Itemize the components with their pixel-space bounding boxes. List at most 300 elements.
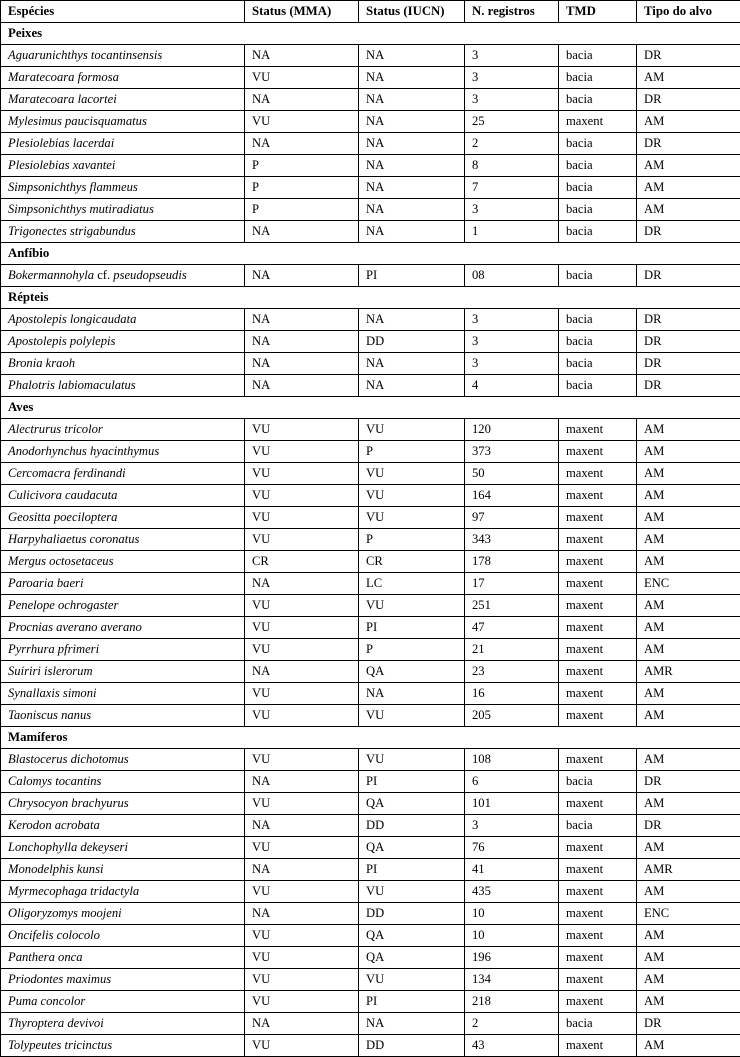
table-row — [1, 89, 740, 111]
cell-status-mma: NA — [245, 771, 359, 793]
cell-tipo-do-alvo: DR — [637, 45, 740, 67]
cell-status-iucn: VU — [359, 969, 465, 991]
cell-tmd: maxent — [559, 529, 637, 551]
cell-tipo-do-alvo: AM — [637, 705, 740, 727]
cell-tmd: maxent — [559, 639, 637, 661]
cell-status-mma: VU — [245, 749, 359, 771]
group-label: Répteis — [1, 287, 740, 309]
cell-n-registros: 76 — [465, 837, 559, 859]
cell-species: Pyrrhura pfrimeri — [1, 639, 245, 661]
cell-tipo-do-alvo: DR — [637, 331, 740, 353]
table-row — [1, 1013, 740, 1035]
cell-tmd: bacia — [559, 353, 637, 375]
table-row — [1, 265, 740, 287]
column-header-status-mma: Status (MMA) — [245, 1, 359, 23]
cell-status-iucn: QA — [359, 793, 465, 815]
cell-status-mma: VU — [245, 683, 359, 705]
cell-status-iucn: NA — [359, 683, 465, 705]
column-header-especies: Espécies — [1, 1, 245, 23]
cell-status-iucn: NA — [359, 133, 465, 155]
cell-tipo-do-alvo: DR — [637, 1013, 740, 1035]
cell-status-iucn: NA — [359, 1013, 465, 1035]
cell-status-mma: VU — [245, 705, 359, 727]
cell-status-mma: VU — [245, 441, 359, 463]
cell-tmd: bacia — [559, 133, 637, 155]
column-header-n-registros: N. registros — [465, 1, 559, 23]
cell-status-mma: NA — [245, 815, 359, 837]
cell-tipo-do-alvo: AM — [637, 529, 740, 551]
cell-tmd: bacia — [559, 221, 637, 243]
cell-tipo-do-alvo: AM — [637, 595, 740, 617]
cell-status-iucn: PI — [359, 771, 465, 793]
cell-status-iucn: P — [359, 529, 465, 551]
cell-tmd: maxent — [559, 573, 637, 595]
cell-tmd: maxent — [559, 903, 637, 925]
cell-species: Bronia kraoh — [1, 353, 245, 375]
table-body — [1, 23, 740, 1057]
table-row — [1, 353, 740, 375]
table-row — [1, 969, 740, 991]
cell-status-iucn: DD — [359, 1035, 465, 1057]
cell-tmd: maxent — [559, 507, 637, 529]
cell-n-registros: 47 — [465, 617, 559, 639]
cell-status-mma: VU — [245, 419, 359, 441]
cell-status-mma: VU — [245, 991, 359, 1013]
cell-status-mma: VU — [245, 617, 359, 639]
cell-species: Geositta poeciloptera — [1, 507, 245, 529]
cell-species: Maratecoara formosa — [1, 67, 245, 89]
cell-tipo-do-alvo: AM — [637, 177, 740, 199]
cell-tipo-do-alvo: AM — [637, 947, 740, 969]
cell-species: Simpsonichthys flammeus — [1, 177, 245, 199]
table-row — [1, 45, 740, 67]
cell-n-registros: 108 — [465, 749, 559, 771]
cell-status-mma: NA — [245, 1013, 359, 1035]
cell-status-mma: VU — [245, 969, 359, 991]
cell-status-iucn: QA — [359, 947, 465, 969]
cell-status-mma: VU — [245, 595, 359, 617]
cell-species: Priodontes maximus — [1, 969, 245, 991]
cell-status-iucn: NA — [359, 177, 465, 199]
cell-tipo-do-alvo: AM — [637, 991, 740, 1013]
cell-tmd: maxent — [559, 463, 637, 485]
table-row — [1, 947, 740, 969]
cell-tmd: maxent — [559, 661, 637, 683]
cell-status-iucn: VU — [359, 749, 465, 771]
table-row — [1, 133, 740, 155]
cell-n-registros: 178 — [465, 551, 559, 573]
cell-species: Phalotris labiomaculatus — [1, 375, 245, 397]
cell-tmd: maxent — [559, 859, 637, 881]
column-header-status-iucn: Status (IUCN) — [359, 1, 465, 23]
cell-n-registros: 3 — [465, 309, 559, 331]
group-label: Anfíbio — [1, 243, 740, 265]
cell-tipo-do-alvo: AM — [637, 441, 740, 463]
cell-n-registros: 08 — [465, 265, 559, 287]
cell-species: Harpyhaliaetus coronatus — [1, 529, 245, 551]
cell-status-mma: NA — [245, 45, 359, 67]
cell-species: Panthera onca — [1, 947, 245, 969]
cell-tmd: maxent — [559, 551, 637, 573]
cell-n-registros: 101 — [465, 793, 559, 815]
cell-tipo-do-alvo: ENC — [637, 573, 740, 595]
table-row — [1, 815, 740, 837]
cell-status-mma: VU — [245, 463, 359, 485]
table-row — [1, 155, 740, 177]
cell-n-registros: 196 — [465, 947, 559, 969]
cell-n-registros: 6 — [465, 771, 559, 793]
table-row — [1, 771, 740, 793]
cell-species: Mergus octosetaceus — [1, 551, 245, 573]
cell-status-iucn: NA — [359, 309, 465, 331]
cell-status-iucn: DD — [359, 331, 465, 353]
group-header-row — [1, 23, 740, 45]
cell-tipo-do-alvo: AM — [637, 639, 740, 661]
cell-n-registros: 97 — [465, 507, 559, 529]
cell-n-registros: 134 — [465, 969, 559, 991]
cell-species: Alectrurus tricolor — [1, 419, 245, 441]
cell-species: Cercomacra ferdinandi — [1, 463, 245, 485]
cell-status-iucn: VU — [359, 419, 465, 441]
cell-n-registros: 3 — [465, 353, 559, 375]
cell-tipo-do-alvo: AM — [637, 925, 740, 947]
cell-status-iucn: QA — [359, 925, 465, 947]
cell-status-mma: NA — [245, 265, 359, 287]
cell-tmd: bacia — [559, 199, 637, 221]
cell-species: Plesiolebias xavantei — [1, 155, 245, 177]
cell-species: Trigonectes strigabundus — [1, 221, 245, 243]
cell-tmd: maxent — [559, 947, 637, 969]
group-header-row — [1, 243, 740, 265]
cell-status-iucn: NA — [359, 111, 465, 133]
cell-tipo-do-alvo: DR — [637, 771, 740, 793]
cell-status-mma: VU — [245, 529, 359, 551]
cell-tmd: bacia — [559, 89, 637, 111]
cell-species: Paroaria baeri — [1, 573, 245, 595]
cell-status-iucn: DD — [359, 903, 465, 925]
group-label: Mamíferos — [1, 727, 740, 749]
table-row — [1, 199, 740, 221]
cell-status-iucn: PI — [359, 617, 465, 639]
cell-species: Chrysocyon brachyurus — [1, 793, 245, 815]
cell-tmd: maxent — [559, 1035, 637, 1057]
table-row — [1, 903, 740, 925]
cell-tmd: maxent — [559, 793, 637, 815]
table-row — [1, 683, 740, 705]
cell-tmd: maxent — [559, 749, 637, 771]
cell-tmd: maxent — [559, 925, 637, 947]
cell-tmd: bacia — [559, 67, 637, 89]
cell-status-mma: VU — [245, 947, 359, 969]
cell-status-iucn: NA — [359, 67, 465, 89]
cell-status-mma: VU — [245, 485, 359, 507]
cell-status-mma: NA — [245, 309, 359, 331]
cell-tipo-do-alvo: DR — [637, 133, 740, 155]
cell-n-registros: 16 — [465, 683, 559, 705]
table-row — [1, 617, 740, 639]
group-label: Aves — [1, 397, 740, 419]
cell-n-registros: 3 — [465, 67, 559, 89]
cell-tmd: bacia — [559, 375, 637, 397]
table-row — [1, 881, 740, 903]
cell-tipo-do-alvo: AM — [637, 507, 740, 529]
cell-status-mma: VU — [245, 793, 359, 815]
cell-status-iucn: VU — [359, 705, 465, 727]
cell-tipo-do-alvo: AM — [637, 199, 740, 221]
cell-n-registros: 2 — [465, 1013, 559, 1035]
cell-species: Mylesimus paucisquamatus — [1, 111, 245, 133]
cell-tmd: maxent — [559, 881, 637, 903]
cell-status-iucn: PI — [359, 859, 465, 881]
group-label: Peixes — [1, 23, 740, 45]
cell-status-mma: VU — [245, 837, 359, 859]
cell-n-registros: 50 — [465, 463, 559, 485]
cell-status-mma: CR — [245, 551, 359, 573]
table-row — [1, 1035, 740, 1057]
cell-n-registros: 17 — [465, 573, 559, 595]
cell-status-iucn: VU — [359, 485, 465, 507]
cell-species: Blastocerus dichotomus — [1, 749, 245, 771]
cell-tmd: maxent — [559, 969, 637, 991]
cell-n-registros: 218 — [465, 991, 559, 1013]
cell-status-iucn: CR — [359, 551, 465, 573]
table-row — [1, 837, 740, 859]
table-row — [1, 925, 740, 947]
cell-tmd: maxent — [559, 595, 637, 617]
cell-species: Myrmecophaga tridactyla — [1, 881, 245, 903]
cell-status-mma: VU — [245, 111, 359, 133]
cell-tmd: bacia — [559, 177, 637, 199]
cell-species: Oligoryzomys moojeni — [1, 903, 245, 925]
cell-status-iucn: VU — [359, 463, 465, 485]
cell-n-registros: 343 — [465, 529, 559, 551]
table-row — [1, 67, 740, 89]
cell-species: Lonchophylla dekeyseri — [1, 837, 245, 859]
cell-tmd: bacia — [559, 309, 637, 331]
cell-tipo-do-alvo: AM — [637, 969, 740, 991]
cell-tipo-do-alvo: AMR — [637, 859, 740, 881]
table-row — [1, 375, 740, 397]
column-header-tmd: TMD — [559, 1, 637, 23]
cell-species: Thyroptera devivoi — [1, 1013, 245, 1035]
cell-tmd: bacia — [559, 1013, 637, 1035]
cell-species: Bokermannohyla cf. pseudopseudis — [1, 265, 245, 287]
cell-species: Simpsonichthys mutiradiatus — [1, 199, 245, 221]
table-row — [1, 309, 740, 331]
cell-n-registros: 10 — [465, 925, 559, 947]
cell-n-registros: 41 — [465, 859, 559, 881]
cell-status-mma: NA — [245, 133, 359, 155]
table-row — [1, 419, 740, 441]
cell-status-iucn: NA — [359, 221, 465, 243]
cell-status-iucn: PI — [359, 265, 465, 287]
cell-n-registros: 3 — [465, 199, 559, 221]
cell-tmd: maxent — [559, 683, 637, 705]
cell-species: Procnias averano averano — [1, 617, 245, 639]
cell-status-iucn: LC — [359, 573, 465, 595]
cell-tipo-do-alvo: DR — [637, 89, 740, 111]
cell-tmd: maxent — [559, 419, 637, 441]
cell-status-iucn: QA — [359, 837, 465, 859]
cell-species: Aguarunichthys tocantinsensis — [1, 45, 245, 67]
cell-tmd: maxent — [559, 111, 637, 133]
cell-n-registros: 10 — [465, 903, 559, 925]
table-row — [1, 529, 740, 551]
cell-species: Plesiolebias lacerdai — [1, 133, 245, 155]
cell-tipo-do-alvo: AM — [637, 551, 740, 573]
cell-status-iucn: NA — [359, 155, 465, 177]
cell-status-mma: NA — [245, 573, 359, 595]
cell-tipo-do-alvo: AMR — [637, 661, 740, 683]
cell-status-mma: NA — [245, 375, 359, 397]
table-row — [1, 331, 740, 353]
cell-tipo-do-alvo: DR — [637, 375, 740, 397]
cell-status-iucn: DD — [359, 815, 465, 837]
cell-status-mma: NA — [245, 89, 359, 111]
cell-tipo-do-alvo: AM — [637, 793, 740, 815]
cell-tmd: bacia — [559, 815, 637, 837]
cell-tipo-do-alvo: DR — [637, 221, 740, 243]
cell-tipo-do-alvo: DR — [637, 353, 740, 375]
cell-status-mma: NA — [245, 903, 359, 925]
cell-tmd: maxent — [559, 441, 637, 463]
cell-n-registros: 373 — [465, 441, 559, 463]
cell-status-iucn: QA — [359, 661, 465, 683]
table-row — [1, 595, 740, 617]
column-header-tipo-do-alvo: Tipo do alvo — [637, 1, 740, 23]
cell-n-registros: 25 — [465, 111, 559, 133]
cell-status-mma: NA — [245, 331, 359, 353]
cell-tipo-do-alvo: AM — [637, 1035, 740, 1057]
cell-status-mma: P — [245, 155, 359, 177]
cell-tmd: bacia — [559, 45, 637, 67]
cell-n-registros: 3 — [465, 331, 559, 353]
table-row — [1, 111, 740, 133]
cell-status-iucn: NA — [359, 375, 465, 397]
cell-species: Taoniscus nanus — [1, 705, 245, 727]
cell-status-mma: VU — [245, 67, 359, 89]
table-row — [1, 749, 740, 771]
table-row — [1, 639, 740, 661]
cell-status-iucn: VU — [359, 881, 465, 903]
table-row — [1, 859, 740, 881]
cell-status-mma: NA — [245, 353, 359, 375]
cell-n-registros: 43 — [465, 1035, 559, 1057]
cell-species: Penelope ochrogaster — [1, 595, 245, 617]
cell-n-registros: 8 — [465, 155, 559, 177]
cell-tipo-do-alvo: DR — [637, 309, 740, 331]
table-row — [1, 661, 740, 683]
cell-status-mma: VU — [245, 507, 359, 529]
cell-status-mma: VU — [245, 925, 359, 947]
cell-status-iucn: NA — [359, 199, 465, 221]
cell-tmd: maxent — [559, 837, 637, 859]
cell-n-registros: 4 — [465, 375, 559, 397]
cell-status-iucn: NA — [359, 45, 465, 67]
cell-status-mma: NA — [245, 661, 359, 683]
cell-n-registros: 1 — [465, 221, 559, 243]
cell-status-iucn: P — [359, 441, 465, 463]
cell-n-registros: 3 — [465, 815, 559, 837]
cell-n-registros: 23 — [465, 661, 559, 683]
table-row — [1, 705, 740, 727]
cell-status-mma: VU — [245, 881, 359, 903]
cell-tmd: bacia — [559, 155, 637, 177]
group-header-row — [1, 287, 740, 309]
cell-tipo-do-alvo: AM — [637, 881, 740, 903]
cell-tipo-do-alvo: AM — [637, 419, 740, 441]
cell-n-registros: 205 — [465, 705, 559, 727]
cell-species: Suiriri islerorum — [1, 661, 245, 683]
cell-species: Culicivora caudacuta — [1, 485, 245, 507]
cell-tipo-do-alvo: AM — [637, 67, 740, 89]
cell-status-mma: NA — [245, 221, 359, 243]
cell-tmd: bacia — [559, 771, 637, 793]
table-row — [1, 485, 740, 507]
cell-tmd: maxent — [559, 991, 637, 1013]
cell-status-iucn: P — [359, 639, 465, 661]
cell-tmd: maxent — [559, 617, 637, 639]
cell-tipo-do-alvo: AM — [637, 111, 740, 133]
cell-species: Calomys tocantins — [1, 771, 245, 793]
cell-tmd: maxent — [559, 705, 637, 727]
cell-status-mma: P — [245, 199, 359, 221]
cell-status-mma: VU — [245, 1035, 359, 1057]
cell-species: Maratecoara lacortei — [1, 89, 245, 111]
cell-species: Kerodon acrobata — [1, 815, 245, 837]
cell-status-mma: P — [245, 177, 359, 199]
cell-n-registros: 21 — [465, 639, 559, 661]
cell-status-iucn: VU — [359, 595, 465, 617]
cell-tmd: bacia — [559, 265, 637, 287]
cell-status-mma: NA — [245, 859, 359, 881]
cell-tipo-do-alvo: AM — [637, 485, 740, 507]
table-row — [1, 177, 740, 199]
cell-tipo-do-alvo: AM — [637, 617, 740, 639]
cell-tipo-do-alvo: AM — [637, 837, 740, 859]
cell-n-registros: 3 — [465, 89, 559, 111]
cell-species: Apostolepis polylepis — [1, 331, 245, 353]
table-row — [1, 507, 740, 529]
table-row — [1, 441, 740, 463]
cell-status-iucn: NA — [359, 353, 465, 375]
table-row — [1, 991, 740, 1013]
cell-status-iucn: NA — [359, 89, 465, 111]
table-row — [1, 221, 740, 243]
cell-tipo-do-alvo: AM — [637, 155, 740, 177]
table-row — [1, 793, 740, 815]
cell-species: Synallaxis simoni — [1, 683, 245, 705]
cell-status-mma: VU — [245, 639, 359, 661]
cell-tipo-do-alvo: DR — [637, 815, 740, 837]
table-row — [1, 573, 740, 595]
cell-status-iucn: VU — [359, 507, 465, 529]
cell-tmd: maxent — [559, 485, 637, 507]
cell-tipo-do-alvo: DR — [637, 265, 740, 287]
species-qualifier: cf. — [97, 268, 110, 282]
table-row — [1, 551, 740, 573]
cell-tipo-do-alvo: ENC — [637, 903, 740, 925]
cell-species: Tolypeutes tricinctus — [1, 1035, 245, 1057]
group-header-row — [1, 727, 740, 749]
cell-species: Anodorhynchus hyacinthymus — [1, 441, 245, 463]
table-row — [1, 463, 740, 485]
cell-species: Apostolepis longicaudata — [1, 309, 245, 331]
cell-tipo-do-alvo: AM — [637, 749, 740, 771]
cell-status-iucn: PI — [359, 991, 465, 1013]
cell-n-registros: 164 — [465, 485, 559, 507]
cell-n-registros: 2 — [465, 133, 559, 155]
